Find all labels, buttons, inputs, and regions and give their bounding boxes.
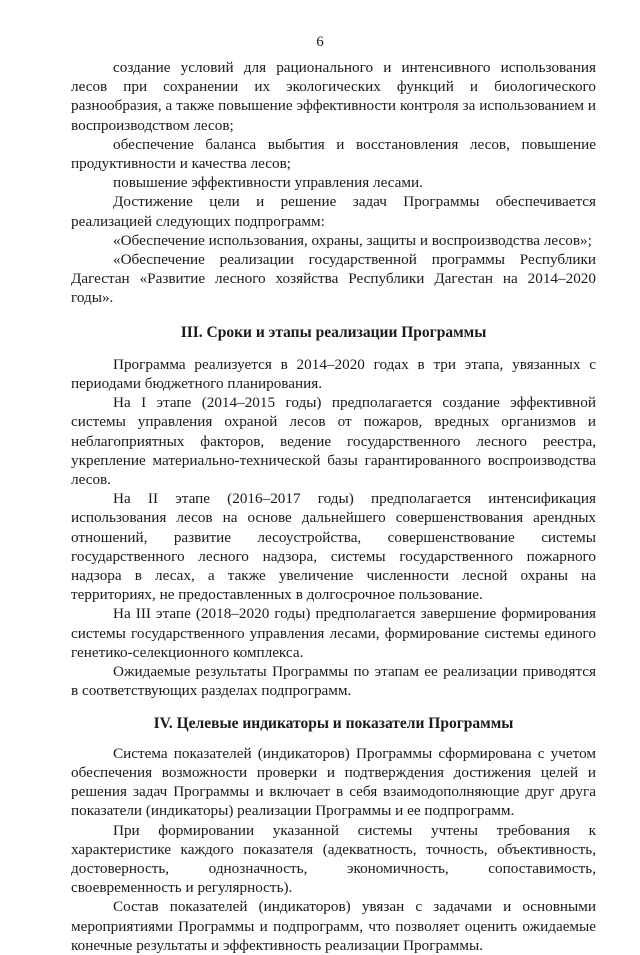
paragraph: Система показателей (индикаторов) Программы сформирована с учетом обеспечения возможности проверки и подтверждения достижения целей и решения задач Программы и включает в себя взаимодополняющие друг друга показатели (индикаторы) реализации Программы и ее подпрограмм. <box>71 744 596 820</box>
paragraph: «Обеспечение использования, охраны, защиты и воспроизводства лесов»; <box>113 231 592 249</box>
paragraph: Ожидаемые результаты Программы по этапам ее реализации приводятся в соответствующих разделах подпрограмм. <box>71 663 596 700</box>
paragraph: Состав показателей (индикаторов) увязан с задачами и основными мероприятиями Программы и подпрограмм, что позволяет оценить ожидаемые конечные результаты и эффективность реализации Программы. <box>71 898 596 954</box>
paragraph: Достижение цели и решение задач Программы обеспечивается реализацией следующих подпрограмм: <box>71 193 596 230</box>
paragraph: При формировании указанной системы учтены требования к характеристике каждого показателя (адекватность, точность, объективность, достоверность, однозначность, экономичность, сопоставимость, своевременность и регулярность). <box>71 821 596 897</box>
document-body <box>71 58 596 955</box>
paragraph: повышение эффективности управления лесами. <box>113 174 423 192</box>
paragraph: На II этапе (2016–2017 годы) предполагается интенсификация использования лесов на основе дальнейшего совершенствования арендных отношений, развитие лесоустройства, совершенствование системы государственного лесного надзора, системы государственного пожарного надзора в лесах, а также увеличение численности лесной охраны на территориях, не предоставленных в долгосрочное пользование. <box>71 490 596 604</box>
paragraph: создание условий для рационального и интенсивного использования лесов при сохранении их экологических функций и биологического разнообразия, а также повышение эффективности контроля за использованием и воспроизводством лесов; <box>71 59 596 134</box>
page-number: 6 <box>316 34 324 50</box>
paragraph: На I этапе (2014–2015 годы) предполагается создание эффективной системы управления охраной лесов от пожаров, вредных организмов и неблагоприятных факторов, ведение государственного лесного реестра, укрепление материально-технической базы гарантированного воспроизводства лесов. <box>71 394 596 489</box>
section-heading: III. Сроки и этапы реализации Программы <box>180 323 487 341</box>
paragraph: На III этапе (2018–2020 годы) предполагается завершение формирования системы государственного управления лесами, формирование системы единого генетико-селекционного комплекса. <box>71 605 596 661</box>
section-heading: IV. Целевые индикаторы и показатели Программы <box>153 714 514 732</box>
paragraph: обеспечение баланса выбытия и восстановления лесов, повышение продуктивности и качества лесов; <box>71 135 596 173</box>
paragraph: Программа реализуется в 2014–2020 годах в три этапа, увязанных с периодами бюджетного планирования. <box>71 355 596 393</box>
paragraph: «Обеспечение реализации государственной программы Республики Дагестан «Развитие лесного хозяйства Республики Дагестан на 2014–2020 годы». <box>71 251 596 307</box>
